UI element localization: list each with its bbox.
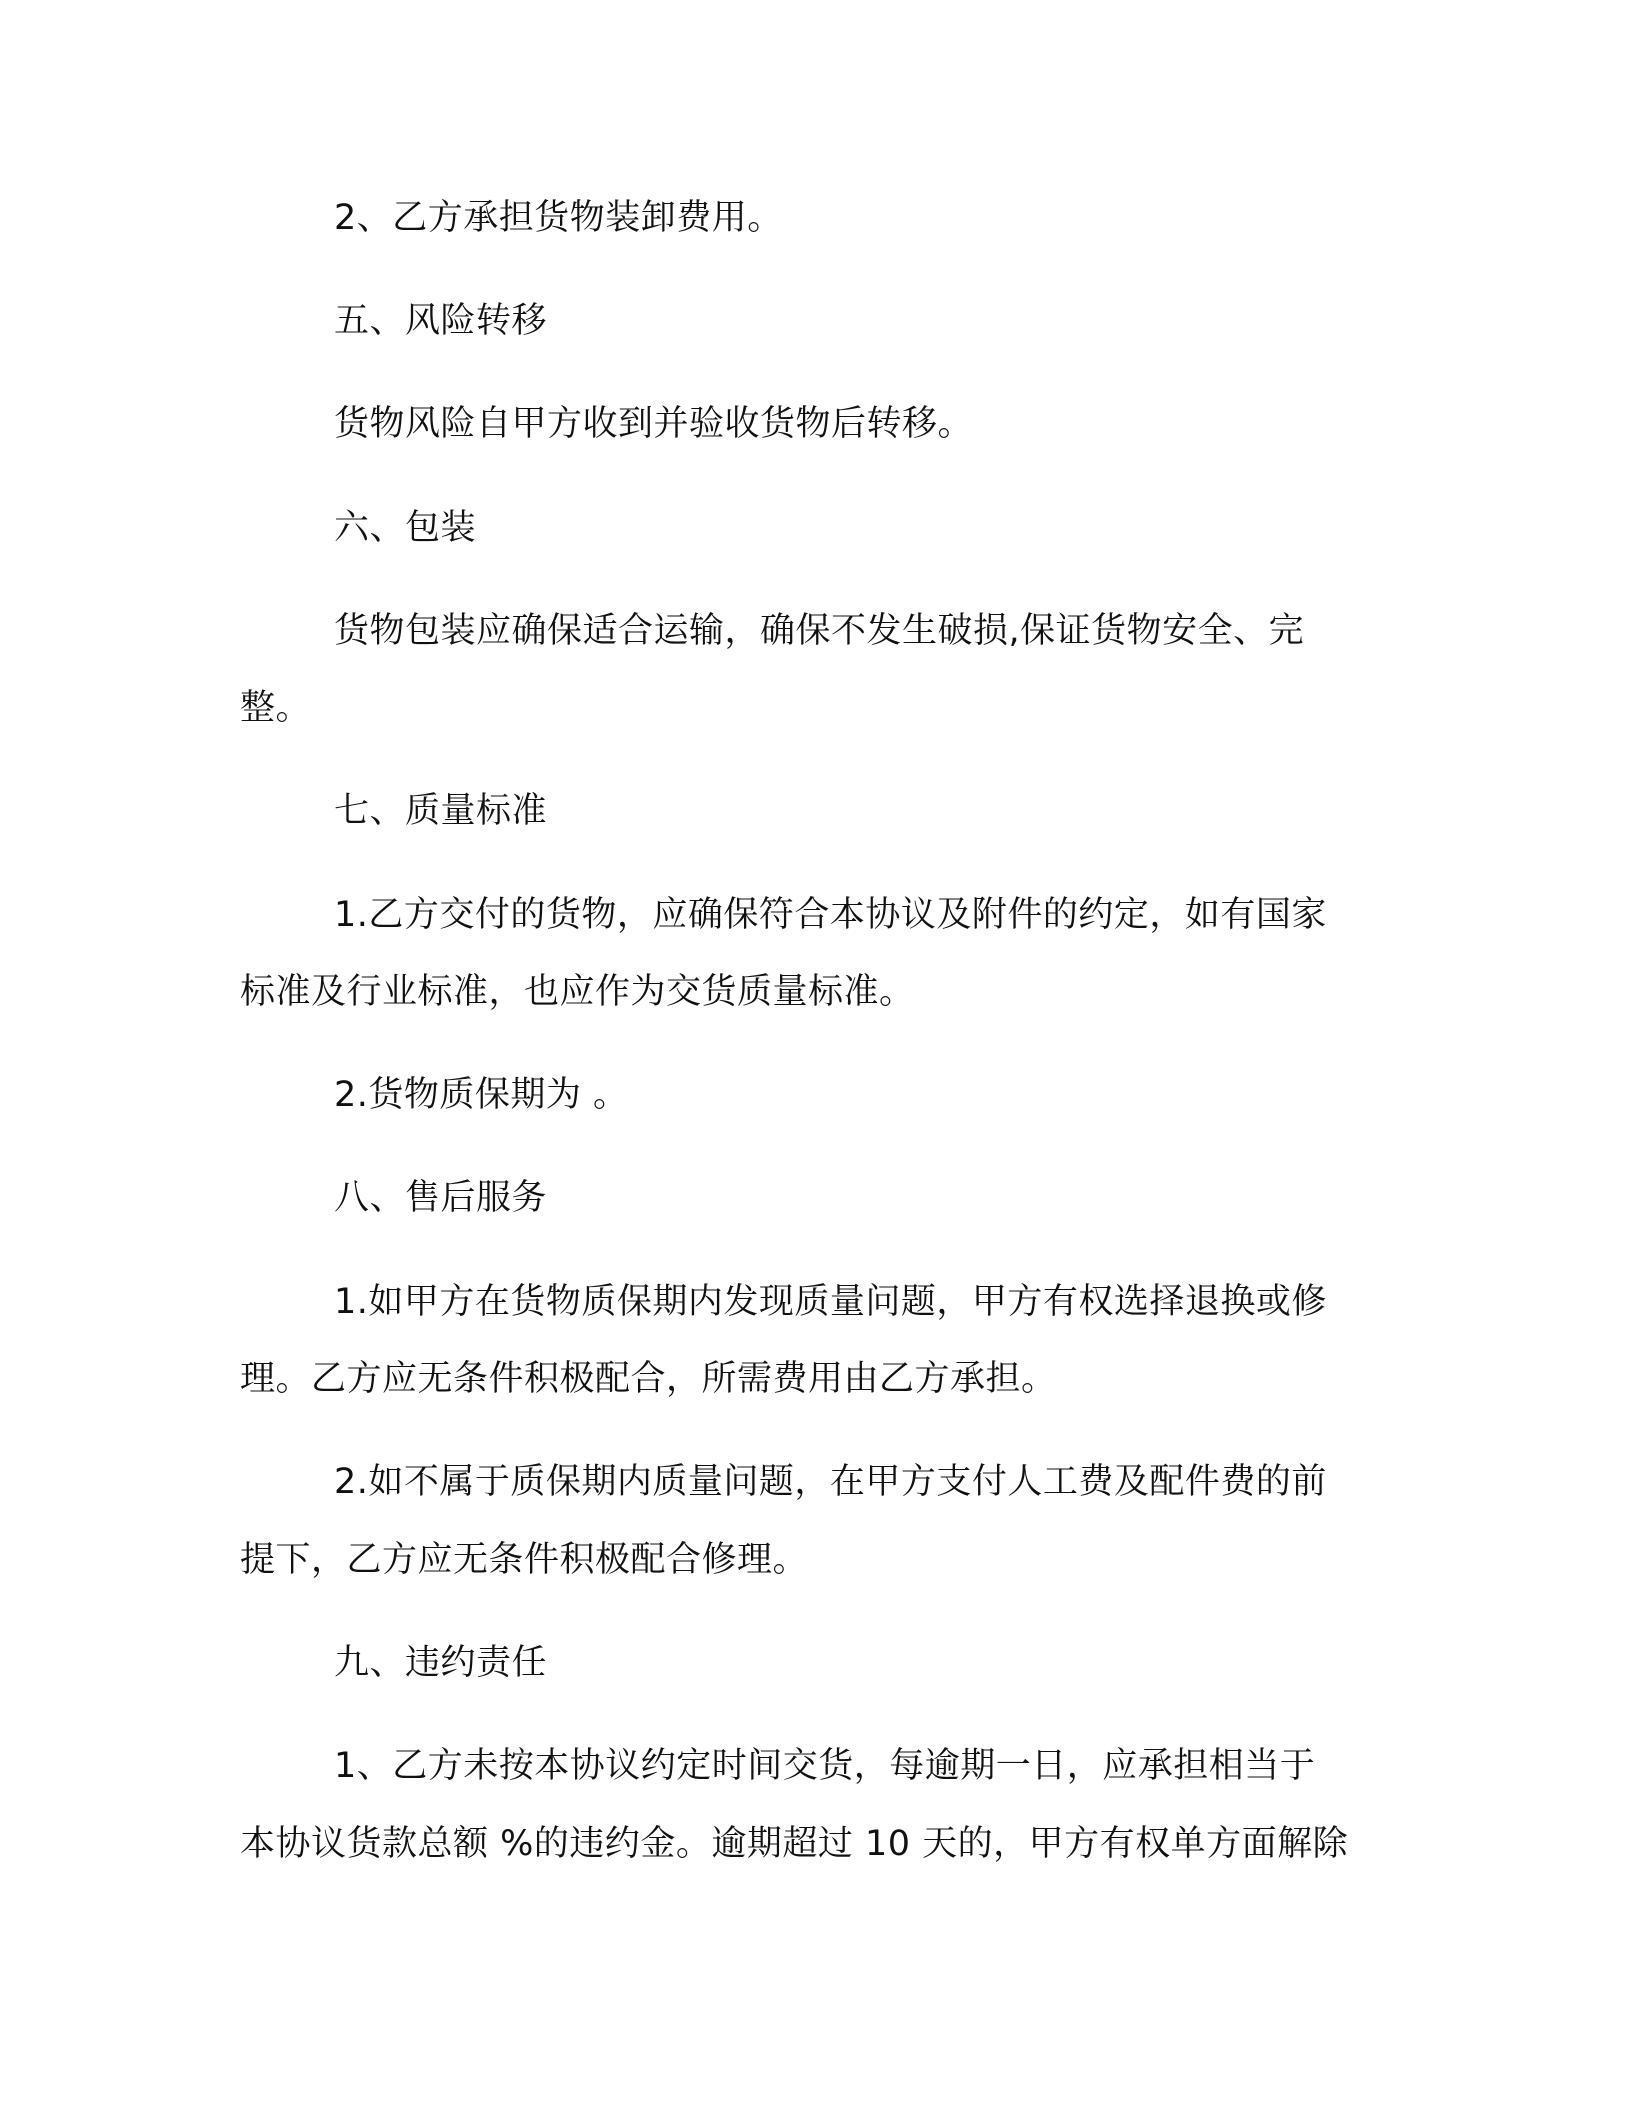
clause-9-item-1-line-2: 本协议货款总额 %的违约金。逾期超过 10 天的，甲方有权单方面解除 — [240, 1824, 1349, 1864]
clause-9-item-1-line-1: 1、乙方未按本协议约定时间交货，每逾期一日，应承担相当于 — [334, 1746, 1316, 1786]
clause-7-item-1-line-1: 1.乙方交付的货物，应确保符合本协议及附件的约定，如有国家 — [334, 895, 1327, 935]
clause-6-text-line-1: 货物包装应确保适合运输，确保不发生破损,保证货物安全、完 — [334, 611, 1305, 651]
section-heading-9: 九、违约责任 — [334, 1643, 548, 1683]
clause-8-item-2-line-2: 提下，乙方应无条件积极配合修理。 — [240, 1540, 809, 1580]
section-heading-8: 八、售后服务 — [334, 1178, 548, 1218]
clause-7-item-1-line-2: 标准及行业标准，也应作为交货质量标准。 — [240, 972, 915, 1012]
clause-8-item-1-line-2: 理。乙方应无条件积极配合，所需费用由乙方承担。 — [240, 1359, 1057, 1399]
section-heading-5: 五、风险转移 — [334, 301, 548, 341]
clause-5-text: 货物风险自甲方收到并验收货物后转移。 — [334, 404, 974, 444]
section-heading-7: 七、质量标准 — [334, 791, 548, 831]
clause-4-item-2: 2、乙方承担货物装卸费用。 — [334, 198, 783, 238]
clause-6-text-line-2: 整。 — [240, 688, 312, 728]
clause-8-item-2-line-1: 2.如不属于质保期内质量问题，在甲方支付人工费及配件费的前 — [334, 1462, 1327, 1502]
section-heading-6: 六、包装 — [334, 508, 477, 548]
clause-8-item-1-line-1: 1.如甲方在货物质保期内发现质量问题，甲方有权选择退换或修 — [334, 1282, 1327, 1322]
clause-7-item-2: 2.货物质保期为 。 — [334, 1075, 629, 1115]
